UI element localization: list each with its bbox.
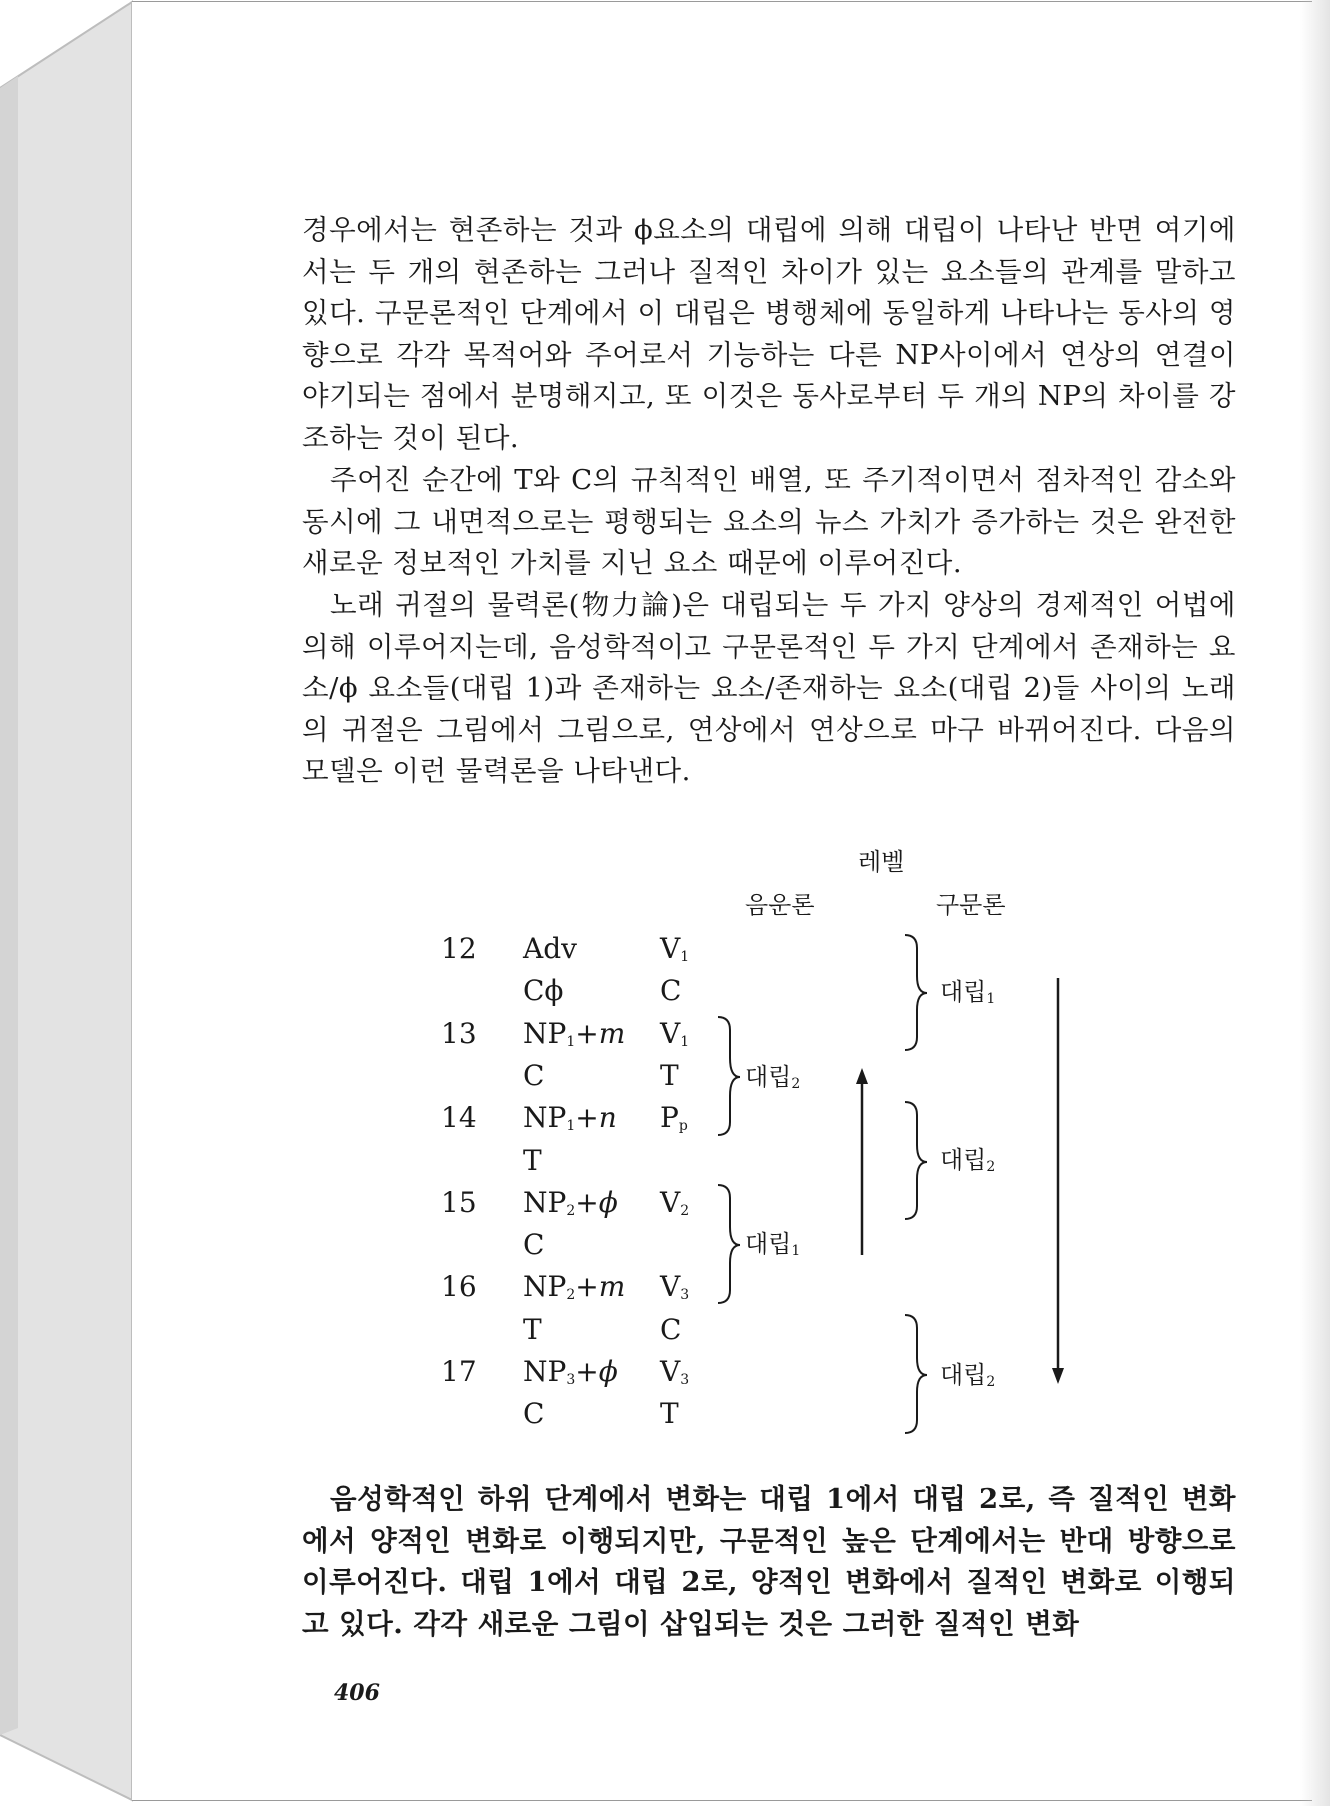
row-term-a: $NP_1+n$ (523, 1101, 617, 1135)
row-number: 14 (441, 1101, 477, 1135)
brace-syn-3 (905, 1315, 927, 1433)
row-term-a: C (523, 1058, 545, 1092)
header-level: 레벨 (858, 848, 905, 876)
syn-group-label: 대립$_2$ (940, 1361, 996, 1390)
page-number: 406 (334, 1680, 380, 1706)
header-phonology: 음운론 (745, 891, 815, 919)
header-syntax: 구문론 (936, 891, 1006, 919)
paragraph-3: 노래 귀절의 물력론(物力論)은 대립되는 두 가지 양상의 경제적인 어법에 의해 이루어지는데, 음성학적이고 구문론적인 두 가지 단계에서 존재하는 요소/ϕ 요소들(대립 1)과 존재하는 요소/존재하는 요소(대립 2)들 사이의 노래의 귀절은 그림에서 그림으로, 연상에서 연상으로 마구 바뀌어진다. 다음의 모델은 이런 물력론을 나타낸다. (302, 589, 1236, 787)
row-term-a: T (523, 1143, 542, 1177)
row-term-a: $NP_1+m$ (523, 1016, 626, 1050)
row-term-a: $NP_3+\phi$ (523, 1355, 618, 1388)
paragraph-2: 주어진 순간에 T와 C의 규칙적인 배열, 또 주기적이면서 점차적인 감소와 동시에 그 내면적으로는 평행되는 요소의 뉴스 가치가 증가하는 것은 완전한 새로운 정보적인 가치를 지닌 요소 때문에 이루어진다. (302, 464, 1236, 579)
brace-syn-2 (905, 1102, 927, 1219)
row-term-b: $V_2$ (660, 1185, 690, 1219)
row-term-b: $P_p$ (660, 1101, 688, 1135)
row-term-a: C (523, 1228, 545, 1262)
row-term-b: $V_1$ (660, 932, 690, 965)
row-number: 15 (441, 1185, 477, 1219)
row-term-b: T (660, 1397, 679, 1431)
brace-phon-2 (718, 1185, 740, 1303)
row-term-b: $V_1$ (660, 1016, 690, 1050)
row-term-a: $NP_2+\phi$ (523, 1185, 618, 1219)
row-number: 12 (441, 932, 477, 965)
phon-group-label: 대립$_1$ (745, 1230, 801, 1259)
row-number: 16 (441, 1270, 477, 1304)
row-number: 13 (441, 1016, 477, 1050)
up-arrow-head (856, 1068, 868, 1084)
syn-group-label: 대립$_1$ (940, 978, 996, 1007)
row-term-a: Cϕ (523, 974, 564, 1008)
down-arrow-head (1052, 1368, 1064, 1384)
row-term-a: $NP_2+m$ (523, 1270, 626, 1304)
brace-syn-1 (905, 935, 927, 1050)
phon-group-label: 대립$_2$ (745, 1063, 801, 1092)
row-number: 17 (441, 1355, 477, 1388)
syn-group-label: 대립$_2$ (940, 1146, 996, 1175)
row-term-b: C (660, 1312, 682, 1346)
row-term-b: T (660, 1058, 679, 1092)
row-term-b: $V_3$ (660, 1270, 690, 1304)
brace-phon-1 (718, 1017, 740, 1135)
row-term-a: T (523, 1312, 542, 1346)
paragraph-4: 음성학적인 하위 단계에서 변화는 대립 1에서 대립 2로, 즉 질적인 변화에서 양적인 변화로 이행되지만, 구문적인 높은 단계에서는 반대 방향으로 이루어진다. 대립 1에서 대립 2로, 양적인 변화에서 질적인 변화로 이행되고 있다. 각각 새로운 그림이 삽입되는 것은 그러한 질적인 변화 (302, 1483, 1236, 1640)
paragraph-1: 경우에서는 현존하는 것과 ϕ요소의 대립에 의해 대립이 나타난 반면 여기에서는 두 개의 현존하는 그러나 질적인 차이가 있는 요소들의 관계를 말하고 있다. 구문론적인 단계에서 이 대립은 병행체에 동일하게 나타나는 동사의 영향으로 각각 목적어와 주어로서 기능하는 다른 NP사이에서 연상의 연결이 야기되는 점에서 분명해지고, 또 이것은 동사로부터 두 개의 NP의 차이를 강조하는 것이 된다. (302, 214, 1236, 454)
row-term-b: $V_3$ (660, 1355, 690, 1388)
row-term-b: C (660, 974, 682, 1008)
row-term-a: Adv (523, 932, 577, 965)
row-term-a: C (523, 1397, 545, 1431)
